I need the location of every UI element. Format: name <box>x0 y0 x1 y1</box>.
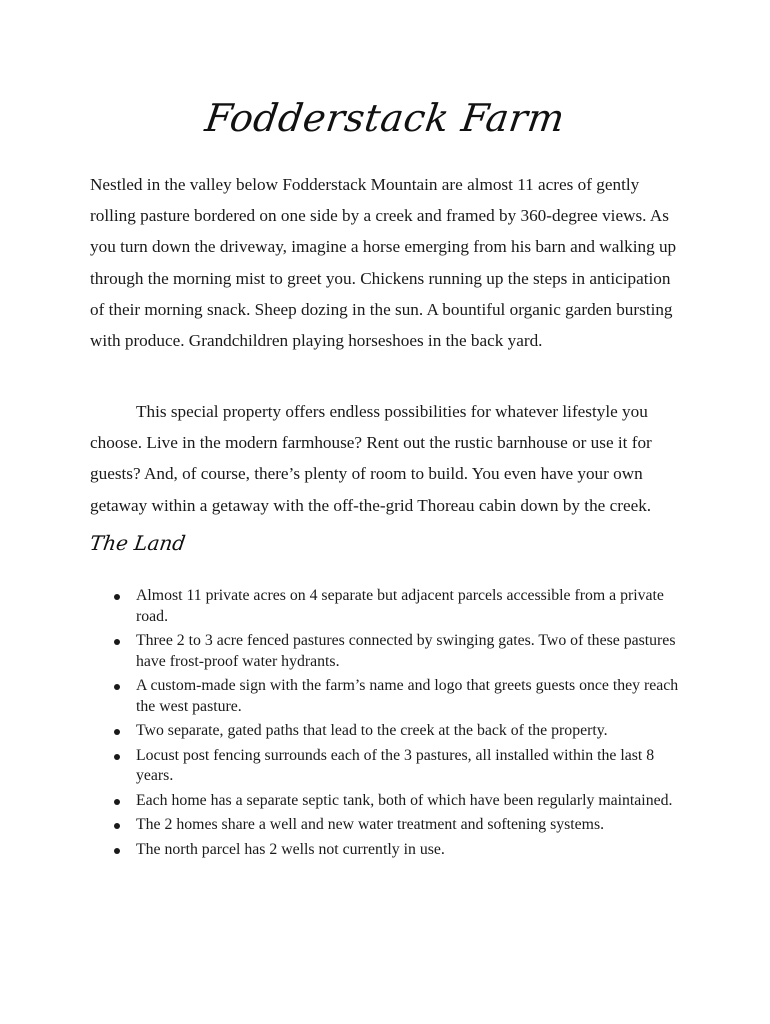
list-item <box>90 586 690 627</box>
bullet-icon <box>114 823 120 829</box>
property-paragraph: This special property offers endless possibilities for whatever lifestyle you choose. Live in the modern farmhouse? Rent out the rustic barnhouse or use it for guests? And, of course, there’s plenty of room to build. You even have your own getaway within a getaway with the off-the-grid Thoreau cabin down by the creek. <box>90 402 652 515</box>
list-item <box>90 746 690 787</box>
list-item <box>90 815 690 836</box>
list-item <box>90 721 690 742</box>
intro-paragraph: Nestled in the valley below Fodderstack Mountain are almost 11 acres of gently rolling pasture bordered on one side by a creek and framed by 360-degree views. As you turn down the driveway, imagine a horse emerging from his barn and walking up through the morning mist to greet you. Chickens running up the steps in anticipation of their morning snack. Sheep dozing in the sun. A bountiful organic garden bursting with produce. Grandchildren playing horseshoes in the back yard. <box>90 175 677 351</box>
list-item <box>90 840 690 861</box>
list-item-text: Two separate, gated paths that lead to the creek at the back of the property. <box>136 722 608 739</box>
list-item-text: The 2 homes share a well and new water treatment and softening systems. <box>136 816 605 833</box>
section-heading-the-land: The Land <box>88 531 187 555</box>
list-item-text: Three 2 to 3 acre fenced pastures connected by swinging gates. Two of these pastures have frost-proof water hydrants. <box>136 632 676 670</box>
list-item <box>90 631 690 672</box>
list-item <box>90 676 690 717</box>
bullet-icon <box>114 639 120 645</box>
bullet-icon <box>114 594 120 600</box>
list-item-text: Almost 11 private acres on 4 separate but adjacent parcels accessible from a private road. <box>136 587 664 625</box>
list-item-text: Locust post fencing surrounds each of the 3 pastures, all installed within the last 8 years. <box>136 746 655 784</box>
land-features-list <box>90 586 690 864</box>
list-item-text: A custom-made sign with the farm’s name and logo that greets guests once they reach the west pasture. <box>136 677 679 715</box>
page-title: Fodderstack Farm <box>202 96 568 140</box>
bullet-icon <box>114 684 120 690</box>
bullet-icon <box>114 848 120 854</box>
bullet-icon <box>114 754 120 760</box>
list-item <box>90 791 690 812</box>
bullet-icon <box>114 799 120 805</box>
bullet-icon <box>114 729 120 735</box>
list-item-text: Each home has a separate septic tank, both of which have been regularly maintained. <box>136 791 673 809</box>
list-item-text: The north parcel has 2 wells not currently in use. <box>136 840 445 858</box>
